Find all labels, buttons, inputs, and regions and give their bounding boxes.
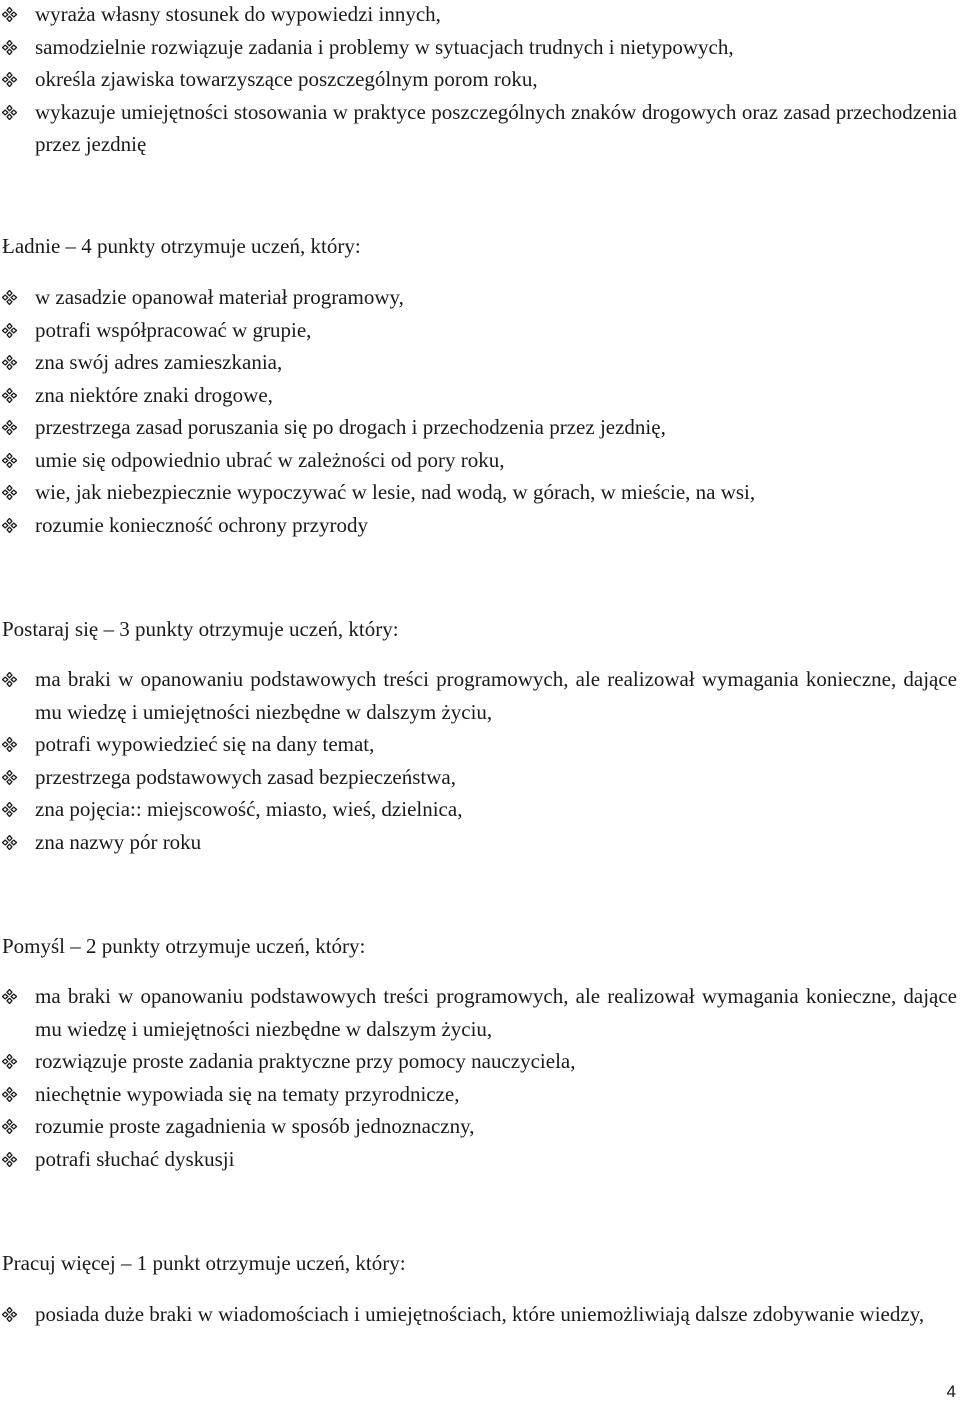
list-item-text: umie się odpowiednio ubrać w zależności od pory roku, — [35, 447, 505, 472]
four-diamond-bullet-icon — [2, 835, 17, 850]
top-criteria-list — [0, 0, 957, 161]
list-item — [0, 281, 957, 314]
four-diamond-bullet-icon — [2, 290, 17, 305]
four-diamond-bullet-icon — [2, 323, 17, 338]
list-item-text: potrafi słuchać dyskusji — [35, 1146, 235, 1171]
list-item — [0, 1045, 957, 1078]
list-item — [0, 411, 957, 444]
pracuj-criteria-list — [0, 1298, 957, 1331]
list-item — [0, 379, 957, 412]
pomysl-criteria-list — [0, 980, 957, 1175]
list-item-text: przestrzega zasad poruszania się po drogach i przechodzenia przez jezdnię, — [35, 415, 666, 439]
list-item-text: potrafi wypowiedzieć się na dany temat, — [35, 732, 375, 756]
list-item-text: wie, jak niebezpiecznie wypoczywać w lesie, nad wodą, w górach, w mieście, na wsi, — [35, 480, 756, 504]
list-item-text: zna swój adres zamieszkania, — [35, 350, 283, 374]
four-diamond-bullet-icon — [2, 518, 17, 533]
list-item — [0, 793, 957, 826]
list-item-text: rozwiązuje proste zadania praktyczne przy pomocy nauczyciela, — [35, 1049, 576, 1073]
list-item — [0, 980, 957, 1045]
list-item-text: rozumie proste zagadnienia w sposób jednoznaczny, — [35, 1114, 475, 1138]
list-item-text: ma braki w opanowaniu podstawowych treści programowych, ale realizował wymagania konieczne, dające mu wiedzę i umiejętności niezbędne w dalszym życiu, — [35, 667, 957, 724]
list-item — [0, 0, 957, 31]
heading-pracuj: Pracuj więcej – 1 punkt otrzymuje uczeń, który: — [2, 1251, 406, 1275]
list-item — [0, 476, 957, 509]
four-diamond-bullet-icon — [2, 1119, 17, 1134]
list-item — [0, 509, 957, 542]
four-diamond-bullet-icon — [2, 7, 17, 22]
list-item — [0, 1110, 957, 1143]
four-diamond-bullet-icon — [2, 453, 17, 468]
four-diamond-bullet-icon — [2, 672, 17, 687]
list-item — [0, 96, 957, 161]
four-diamond-bullet-icon — [2, 737, 17, 752]
heading-postaraj: Postaraj się – 3 punkty otrzymuje uczeń, który: — [2, 617, 399, 641]
four-diamond-bullet-icon — [2, 1307, 17, 1322]
list-item-text: potrafi współpracować w grupie, — [35, 317, 312, 342]
postaraj-criteria-list — [0, 663, 957, 858]
list-item — [0, 663, 957, 728]
list-item-text: w zasadzie opanował materiał programowy, — [35, 285, 404, 309]
four-diamond-bullet-icon — [2, 355, 17, 370]
list-item — [0, 761, 957, 794]
four-diamond-bullet-icon — [2, 770, 17, 785]
list-item — [0, 1143, 957, 1176]
ladnie-criteria-list — [0, 281, 957, 541]
list-item-text: posiada duże braki w wiadomościach i umiejętnościach, które uniemożliwiają dalsze zdobywanie wiedzy, — [35, 1302, 925, 1326]
page-number: 4 — [946, 1382, 956, 1401]
four-diamond-bullet-icon — [2, 40, 17, 55]
four-diamond-bullet-icon — [2, 1054, 17, 1069]
list-item — [0, 728, 957, 761]
list-item-text: zna niektóre znaki drogowe, — [35, 382, 273, 407]
heading-ladnie: Ładnie – 4 punkty otrzymuje uczeń, który: — [2, 234, 361, 258]
four-diamond-bullet-icon — [2, 485, 17, 500]
four-diamond-bullet-icon — [2, 802, 17, 817]
list-item — [0, 1298, 957, 1331]
list-item-text: samodzielnie rozwiązuje zadania i problemy w sytuacjach trudnych i nietypowych, — [35, 34, 734, 59]
list-item-text: zna pojęcia:: miejscowość, miasto, wieś, dzielnica, — [35, 797, 463, 821]
list-item — [0, 314, 957, 347]
four-diamond-bullet-icon — [2, 989, 17, 1004]
list-item-text: wyraża własny stosunek do wypowiedzi innych, — [35, 2, 441, 26]
four-diamond-bullet-icon — [2, 72, 17, 87]
list-item-text: wykazuje umiejętności stosowania w praktyce poszczególnych znaków drogowych oraz zasad przechodzenia przez jezdnię — [35, 99, 957, 156]
four-diamond-bullet-icon — [2, 420, 17, 435]
list-item-text: określa zjawiska towarzyszące poszczególnym porom roku, — [35, 67, 538, 91]
list-item-text: ma braki w opanowaniu podstawowych treści programowych, ale realizował wymagania konieczne, dające mu wiedzę i umiejętności niezbędne w dalszym życiu, — [35, 984, 957, 1041]
list-item — [0, 826, 957, 859]
list-item — [0, 346, 957, 379]
list-item-text: niechętnie wypowiada się na tematy przyrodnicze, — [35, 1081, 460, 1106]
list-item — [0, 444, 957, 477]
four-diamond-bullet-icon — [2, 1087, 17, 1102]
four-diamond-bullet-icon — [2, 1152, 17, 1167]
list-item — [0, 1078, 957, 1111]
list-item — [0, 31, 957, 64]
four-diamond-bullet-icon — [2, 105, 17, 120]
four-diamond-bullet-icon — [2, 388, 17, 403]
heading-pomysl: Pomyśl – 2 punkty otrzymuje uczeń, który: — [2, 934, 366, 958]
list-item-text: rozumie konieczność ochrony przyrody — [35, 512, 368, 537]
list-item — [0, 63, 957, 96]
list-item-text: przestrzega podstawowych zasad bezpieczeństwa, — [35, 764, 456, 789]
list-item-text: zna nazwy pór roku — [35, 829, 202, 854]
